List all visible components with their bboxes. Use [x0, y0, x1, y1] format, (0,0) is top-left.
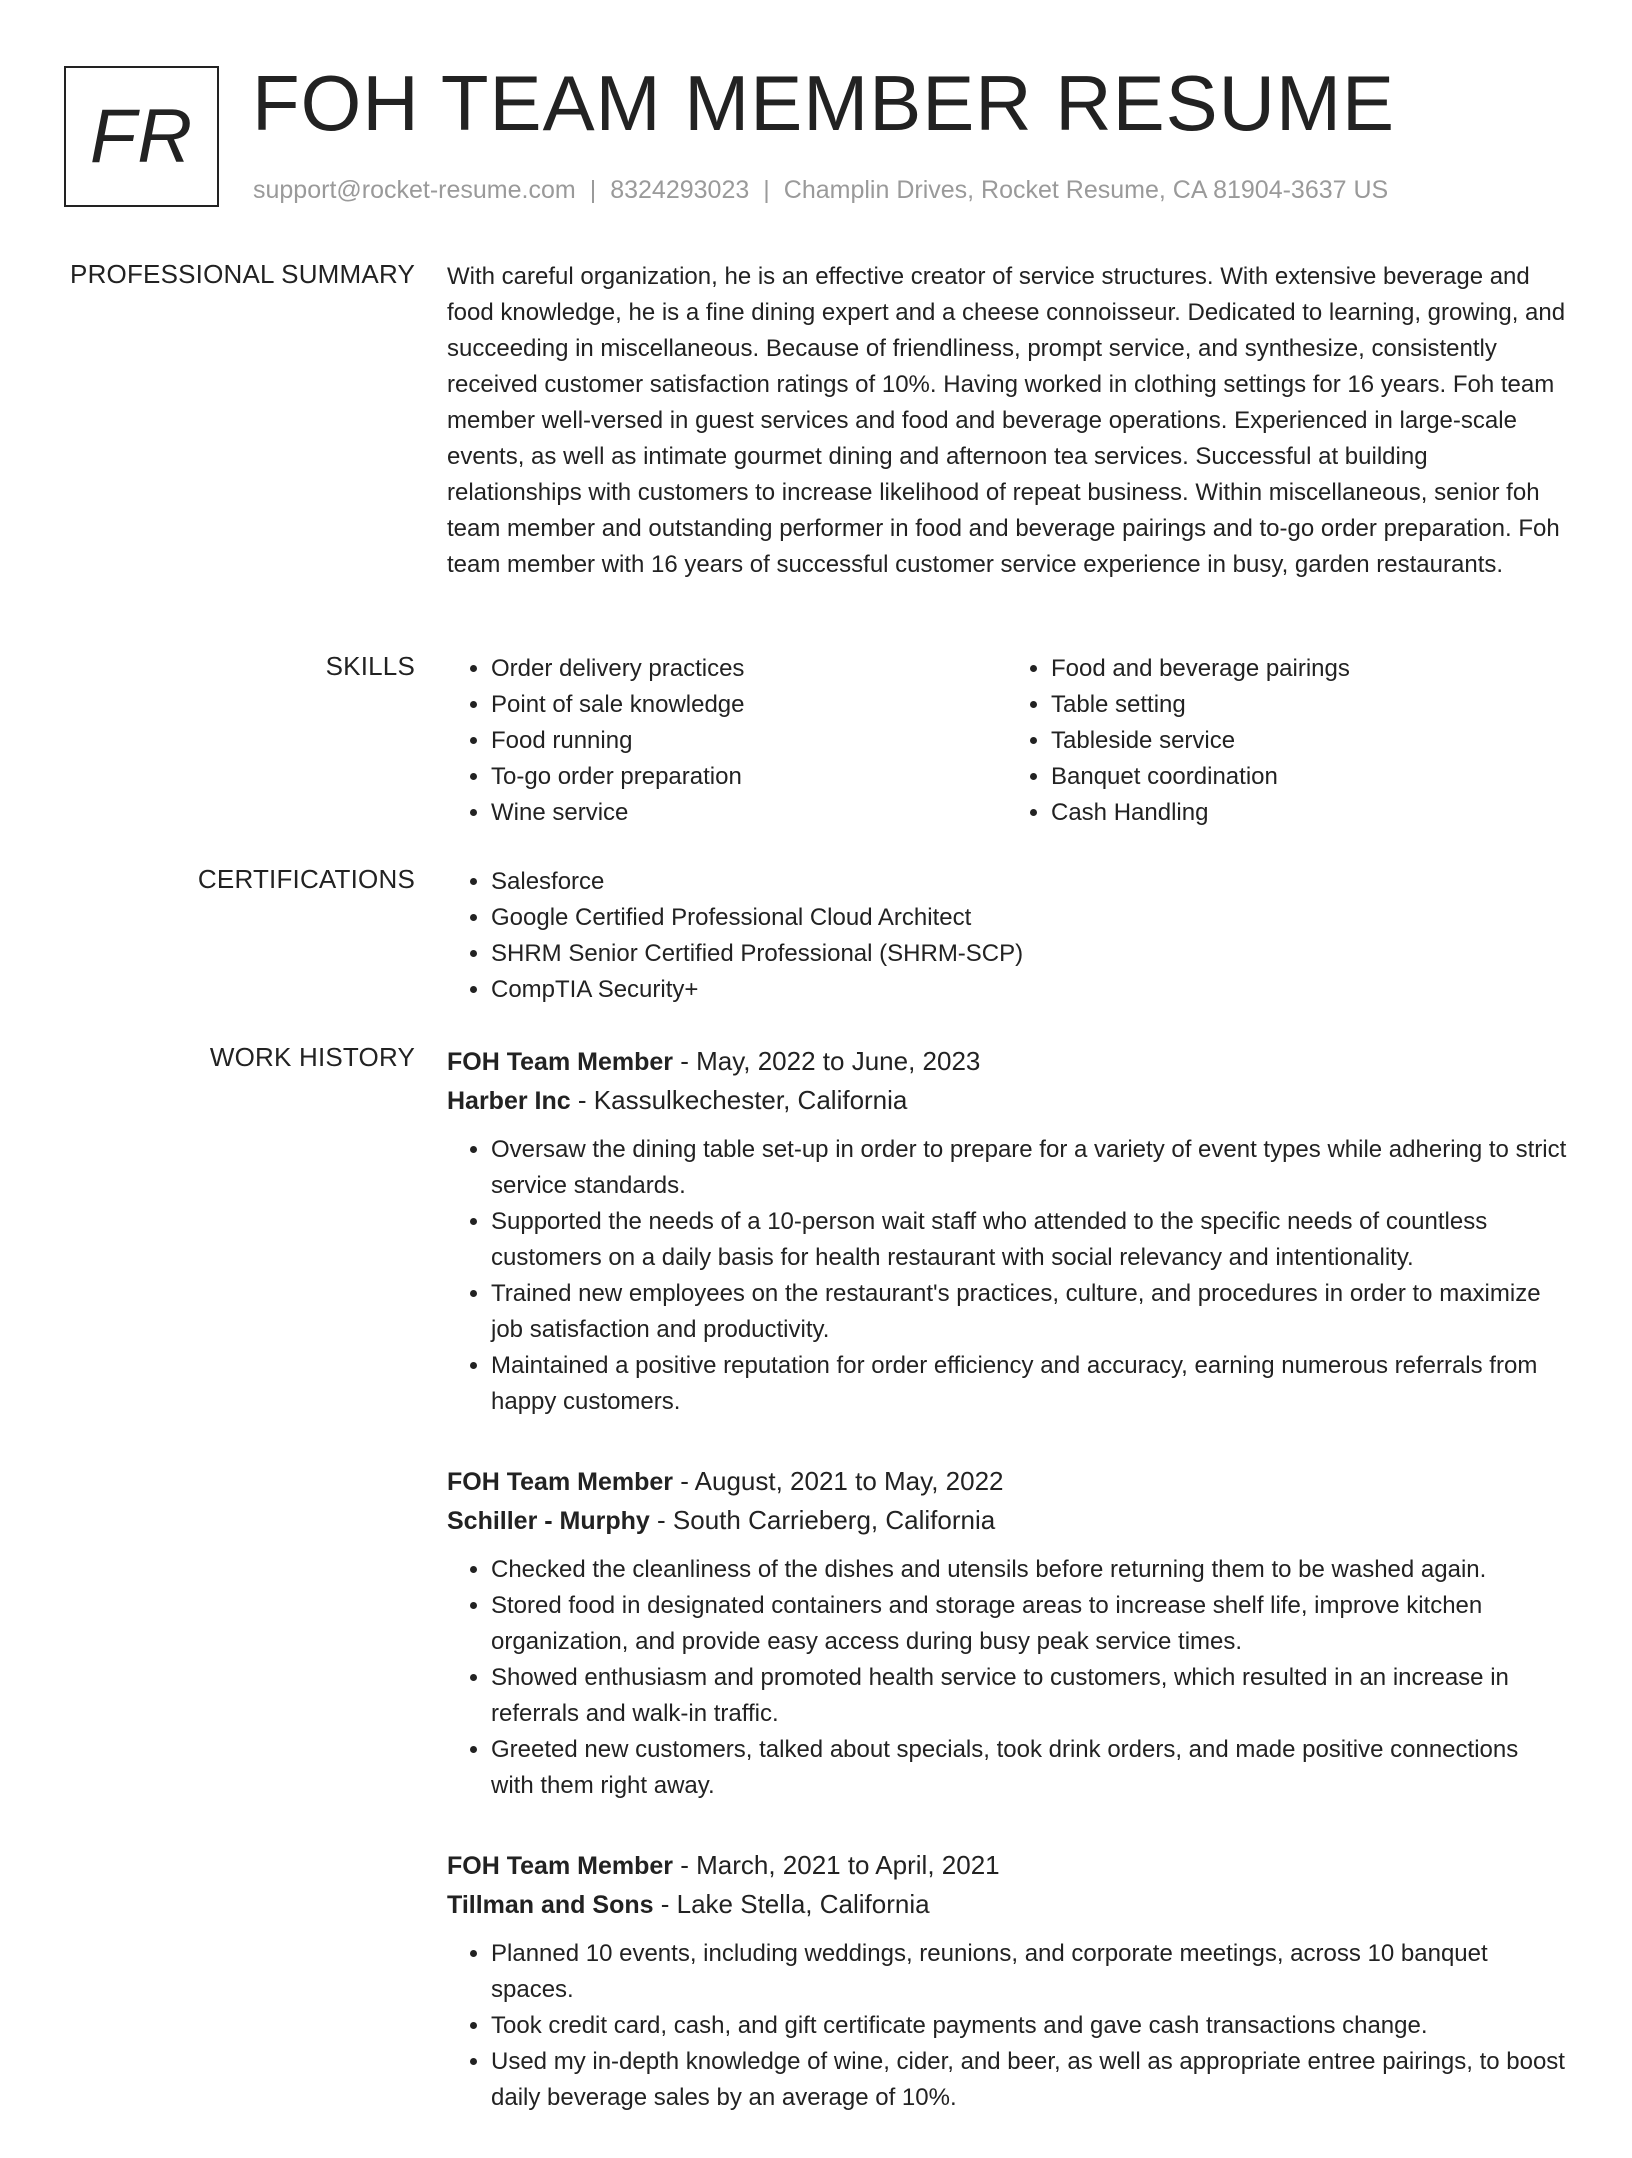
job-title: FOH Team Member — [447, 1048, 673, 1076]
contact-email[interactable]: support@rocket-resume.com — [253, 176, 576, 204]
job-bullets — [447, 1936, 1567, 2116]
job-title: FOH Team Member — [447, 1852, 673, 1880]
job-bullet: • Supported the needs of a 10-person wait staff who attended to the specific needs of countless customers on a daily basis for health restaurant with social relevancy and intentionality. — [491, 1204, 1567, 1276]
certifications-label: CERTIFICATIONS — [197, 864, 415, 894]
job-entry — [447, 1042, 1567, 1420]
job-bullet: • Oversaw the dining table set-up in order to prepare for a variety of event types while adhering to strict service standards. — [491, 1132, 1567, 1204]
skill-item: • Wine service — [491, 795, 1007, 831]
job-company: Schiller - Murphy — [447, 1507, 650, 1535]
job-entry — [447, 1462, 1567, 1804]
skill-item: • Banquet coordination — [1051, 759, 1567, 795]
job-title: FOH Team Member — [447, 1468, 673, 1496]
job-location: - Kassulkechester, California — [570, 1085, 908, 1115]
job-title-line — [447, 1846, 1567, 1885]
job-bullet: • Maintained a positive reputation for order efficiency and accuracy, earning numerous referrals from happy customers. — [491, 1348, 1567, 1420]
work-history-label: WORK HISTORY — [209, 1042, 415, 1072]
resume-title: FOH TEAM MEMBER RESUME — [252, 59, 1395, 147]
skills-list-left — [447, 651, 1007, 831]
initials-text: FR — [89, 94, 194, 179]
job-bullet: • Planned 10 events, including weddings, reunions, and corporate meetings, across 10 banquet spaces. — [491, 1936, 1567, 2008]
job-bullet: • Showed enthusiasm and promoted health service to customers, which resulted in an increase in referrals and walk-in traffic. — [491, 1660, 1567, 1732]
job-company-line — [447, 1885, 1567, 1924]
skill-item: • To-go order preparation — [491, 759, 1007, 795]
certification-item: • CompTIA Security+ — [491, 972, 1567, 1008]
job-location: - Lake Stella, California — [653, 1889, 930, 1919]
skill-item: • Tableside service — [1051, 723, 1567, 759]
skills-label: SKILLS — [325, 651, 415, 681]
certification-item: • Google Certified Professional Cloud Architect — [491, 900, 1567, 936]
job-bullet: • Stored food in designated containers and storage areas to increase shelf life, improve kitchen organization, and provide easy access during busy peak service times. — [491, 1588, 1567, 1660]
skills-list-right — [1007, 651, 1567, 831]
contact-phone[interactable]: 8324293023 — [610, 176, 750, 204]
job-bullet: • Greeted new customers, talked about specials, took drink orders, and made positive connections with them right away. — [491, 1732, 1567, 1804]
summary-text: With careful organization, he is an effective creator of service structures. With extensive beverage and food knowledge, he is a fine dining expert and a cheese connoisseur. Dedicated to learning, growing, and succeeding in miscellaneous. Because of friendliness, prompt service, and synthesize, consistently received customer satisfaction ratings of 10%. Having worked in clothing settings for 16 years. Foh team member well-versed in guest services and food and beverage operations. Experienced in large-scale events, as well as intimate gourmet dining and afternoon tea services. Successful at building relationships with customers to increase likelihood of repeat business. Within miscellaneous, senior foh team member and outstanding performer in food and beverage pairings and to-go order preparation. Foh team member with 16 years of successful customer service experience in busy, garden restaurants. — [447, 263, 1566, 578]
job-title-line — [447, 1462, 1567, 1501]
job-dates: - March, 2021 to April, 2021 — [672, 1850, 1000, 1880]
job-bullet: • Used my in-depth knowledge of wine, cider, and beer, as well as appropriate entree pairings, to boost daily beverage sales by an average of 10%. — [491, 2044, 1567, 2116]
contact-separator: | — [589, 176, 597, 204]
job-bullet: • Trained new employees on the restaurant's practices, culture, and procedures in order to maximize job satisfaction and productivity. — [491, 1276, 1567, 1348]
job-bullets — [447, 1552, 1567, 1804]
skill-item: • Cash Handling — [1051, 795, 1567, 831]
job-title-line — [447, 1042, 1567, 1081]
skill-item: • Point of sale knowledge — [491, 687, 1007, 723]
job-company-line — [447, 1501, 1567, 1540]
job-bullet: • Took credit card, cash, and gift certificate payments and gave cash transactions change. — [491, 2008, 1567, 2044]
skill-item: • Food and beverage pairings — [1051, 651, 1567, 687]
job-entry — [447, 1846, 1567, 2116]
initials-monogram — [64, 66, 219, 207]
contact-line — [253, 176, 1388, 205]
job-company: Harber Inc — [447, 1087, 571, 1115]
job-company-line — [447, 1081, 1567, 1120]
certification-item: • Salesforce — [491, 864, 1567, 900]
skill-item: • Food running — [491, 723, 1007, 759]
skill-item: • Order delivery practices — [491, 651, 1007, 687]
job-dates: - May, 2022 to June, 2023 — [672, 1046, 981, 1076]
skill-item: • Table setting — [1051, 687, 1567, 723]
job-location: - South Carrieberg, California — [649, 1505, 996, 1535]
contact-address: Champlin Drives, Rocket Resume, CA 81904-3637 US — [783, 176, 1389, 204]
job-company: Tillman and Sons — [447, 1891, 654, 1919]
job-dates: - August, 2021 to May, 2022 — [672, 1466, 1004, 1496]
certification-item: • SHRM Senior Certified Professional (SHRM-SCP) — [491, 936, 1567, 972]
job-bullets — [447, 1132, 1567, 1420]
certifications-list — [447, 864, 1567, 1008]
contact-separator: | — [763, 176, 770, 204]
summary-label: PROFESSIONAL SUMMARY — [70, 259, 415, 289]
job-bullet: • Checked the cleanliness of the dishes and utensils before returning them to be washed again. — [491, 1552, 1567, 1588]
